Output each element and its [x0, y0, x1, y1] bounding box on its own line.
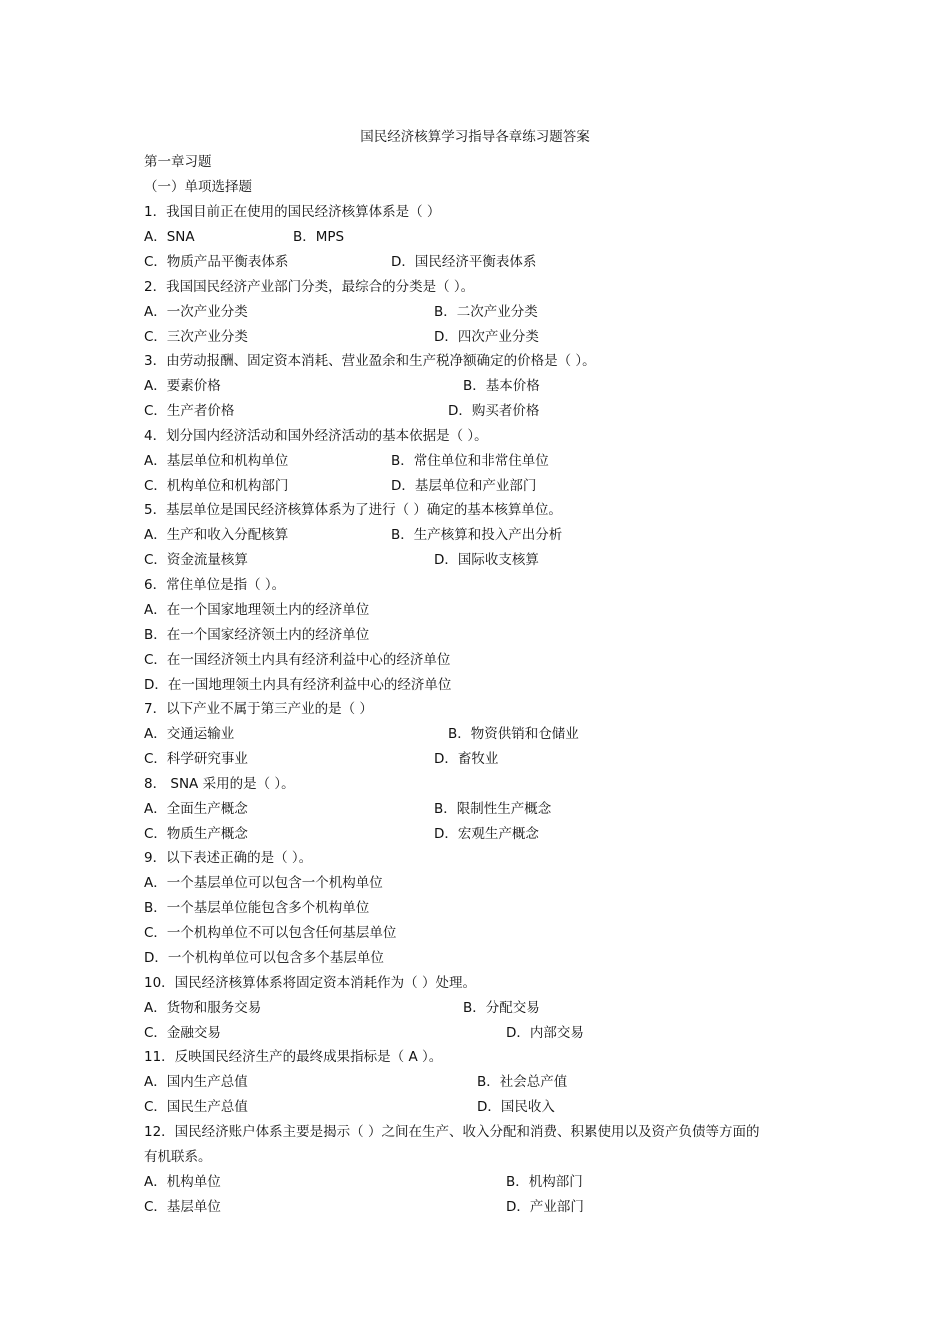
option-d: D．四次产业分类	[434, 329, 539, 345]
question-text: 5．基层单位是国民经济核算体系为了进行（ ）确定的基本核算单位。	[144, 502, 562, 518]
option-b: B．在一个国家经济领土内的经济单位	[144, 627, 370, 643]
document-title: 国民经济核算学习指导各章练习题答案	[360, 129, 590, 145]
option-c: C．在一国经济领土内具有经济利益中心的经济单位	[144, 652, 451, 668]
question-text: 9．以下表述正确的是（ ）。	[144, 850, 313, 866]
option-row	[144, 749, 844, 769]
option-c: C．金融交易	[144, 1025, 221, 1041]
option-d: D．购买者价格	[448, 403, 540, 419]
option-b: B．物资供销和仓储业	[448, 726, 579, 742]
question-text: 11．反映国民经济生产的最终成果指标是（ A ）。	[144, 1049, 443, 1065]
option-a: A．交通运输业	[144, 726, 235, 742]
option-c: C．资金流量核算	[144, 552, 248, 568]
option-d: D．一个机构单位可以包含多个基层单位	[144, 950, 384, 966]
option-row	[144, 376, 844, 396]
option-c: C．科学研究事业	[144, 751, 248, 767]
option-row	[144, 1172, 844, 1192]
option-a: A．生产和收入分配核算	[144, 527, 289, 543]
option-row	[144, 525, 844, 545]
option-row	[144, 724, 844, 744]
option-b: B．MPS	[293, 229, 345, 245]
option-d: D．内部交易	[506, 1025, 584, 1041]
option-b: B．基本价格	[463, 378, 540, 394]
option-b: B．一个基层单位能包含多个机构单位	[144, 900, 370, 916]
option-c: C．物质生产概念	[144, 826, 248, 842]
question-text: 1．我国目前正在使用的国民经济核算体系是（ ）	[144, 204, 441, 220]
option-b: B．机构部门	[506, 1174, 583, 1190]
option-c: C．物质产品平衡表体系	[144, 254, 289, 270]
option-c: C．生产者价格	[144, 403, 235, 419]
option-a: A．全面生产概念	[144, 801, 248, 817]
option-d: D．产业部门	[506, 1199, 584, 1215]
option-d: D．基层单位和产业部门	[391, 478, 537, 494]
option-c: C．三次产业分类	[144, 329, 248, 345]
question-text: 8． SNA 采用的是（ ）。	[144, 776, 295, 792]
question-text: 4．划分国内经济活动和国外经济活动的基本依据是（ ）。	[144, 428, 488, 444]
option-row	[144, 451, 844, 471]
option-c: C．国民生产总值	[144, 1099, 248, 1115]
option-d: D．国际收支核算	[434, 552, 539, 568]
option-a: A．SNA	[144, 229, 195, 245]
option-c: C．机构单位和机构部门	[144, 478, 289, 494]
option-row	[144, 476, 844, 496]
option-row	[144, 327, 844, 347]
option-row	[144, 401, 844, 421]
option-a: A．国内生产总值	[144, 1074, 248, 1090]
question-text-continued: 有机联系。	[144, 1149, 212, 1165]
option-c: C．一个机构单位不可以包含任何基层单位	[144, 925, 397, 941]
chapter-heading: 第一章习题	[144, 154, 212, 170]
option-a: A．一次产业分类	[144, 304, 248, 320]
option-row	[144, 824, 844, 844]
option-row	[144, 1023, 844, 1043]
option-a: A．一个基层单位可以包含一个机构单位	[144, 875, 383, 891]
option-b: B．分配交易	[463, 1000, 540, 1016]
option-row	[144, 1097, 844, 1117]
option-a: A．机构单位	[144, 1174, 221, 1190]
question-text: 7．以下产业不属于第三产业的是（ ）	[144, 701, 373, 717]
section-heading: （一）单项选择题	[144, 179, 252, 195]
option-a: A．在一个国家地理领土内的经济单位	[144, 602, 370, 618]
option-row	[144, 302, 844, 322]
option-row	[144, 998, 844, 1018]
option-d: D．国民经济平衡表体系	[391, 254, 537, 270]
option-b: B．二次产业分类	[434, 304, 538, 320]
option-d: D．国民收入	[477, 1099, 555, 1115]
question-text: 6．常住单位是指（ ）。	[144, 577, 286, 593]
option-a: A．货物和服务交易	[144, 1000, 262, 1016]
question-text: 2．我国国民经济产业部门分类，最综合的分类是（ ）。	[144, 279, 475, 295]
option-row	[144, 227, 844, 247]
option-a: A．要素价格	[144, 378, 221, 394]
question-text: 3．由劳动报酬、固定资本消耗、营业盈余和生产税净额确定的价格是（ ）。	[144, 353, 596, 369]
option-b: B．生产核算和投入产出分析	[391, 527, 563, 543]
option-row	[144, 799, 844, 819]
option-b: B．限制性生产概念	[434, 801, 552, 817]
option-row	[144, 1072, 844, 1092]
option-c: C．基层单位	[144, 1199, 221, 1215]
option-b: B．常住单位和非常住单位	[391, 453, 549, 469]
question-text: 12．国民经济账户体系主要是揭示（ ）之间在生产、收入分配和消费、积累使用以及资产负债等方面的	[144, 1124, 760, 1140]
option-row	[144, 1197, 844, 1217]
option-a: A．基层单位和机构单位	[144, 453, 289, 469]
option-row	[144, 550, 844, 570]
option-row	[144, 252, 844, 272]
option-b: B．社会总产值	[477, 1074, 568, 1090]
option-d: D．畜牧业	[434, 751, 499, 767]
question-text: 10．国民经济核算体系将固定资本消耗作为（ ）处理。	[144, 975, 476, 991]
option-d: D．宏观生产概念	[434, 826, 539, 842]
option-d: D．在一国地理领土内具有经济利益中心的经济单位	[144, 677, 452, 693]
